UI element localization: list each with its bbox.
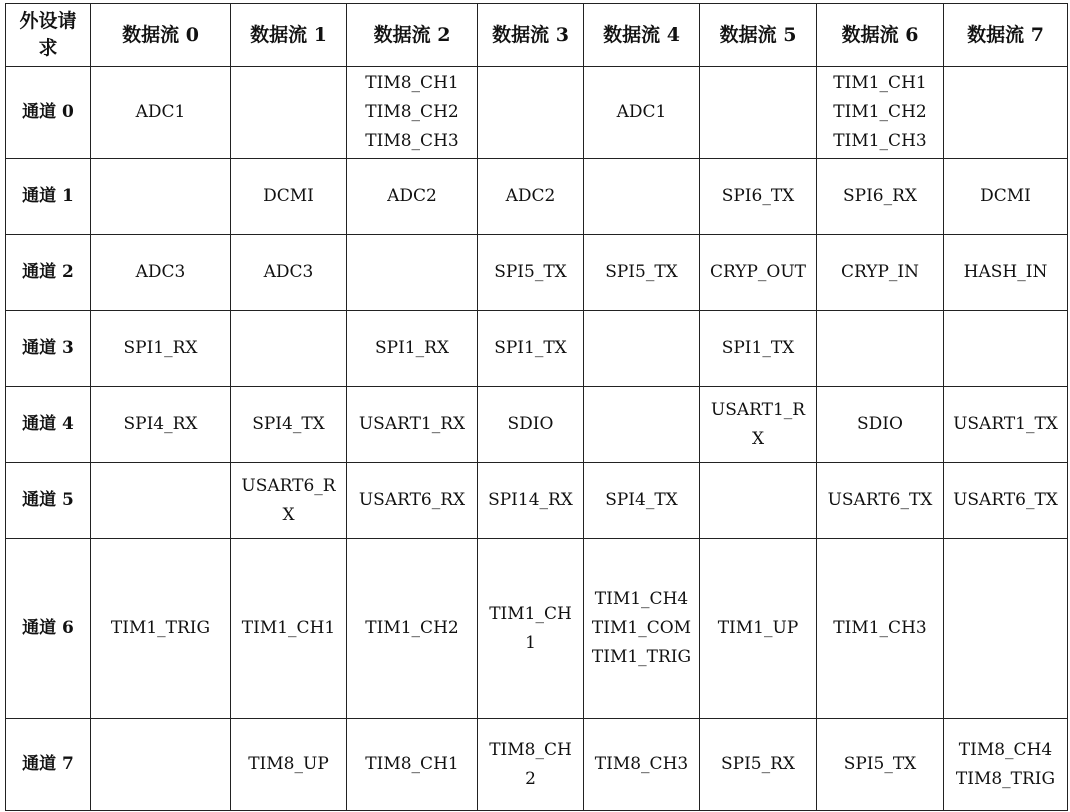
table-row <box>6 67 1068 159</box>
cell-request-text: TIM8_CH3 <box>594 754 689 774</box>
cell-request-text: SPI5_TX <box>494 262 567 282</box>
table-cell <box>817 387 944 463</box>
cell-request-text: SDIO <box>857 414 903 434</box>
table-cell <box>944 311 1068 387</box>
cell-request-text: SPI1_TX <box>721 338 795 358</box>
dma-request-mapping-table <box>5 3 1068 811</box>
cell-request-text: TIM8_TRIG <box>955 768 1056 789</box>
table-cell <box>944 235 1068 311</box>
cell-request-text: SDIO <box>507 414 554 434</box>
table-cell <box>817 159 944 235</box>
table-cell <box>584 235 700 311</box>
row-header-channel-6: 通道 6 <box>6 539 91 719</box>
table-cell <box>478 463 584 539</box>
table-cell <box>231 387 347 463</box>
table-cell <box>347 159 478 235</box>
table-row <box>6 311 1068 387</box>
table-cell <box>347 387 478 463</box>
cell-request-text: ADC3 <box>135 262 186 282</box>
table-cell <box>944 387 1068 463</box>
cell-request-text: USART6_TX <box>953 490 1058 510</box>
table-cell <box>944 67 1068 159</box>
table-cell <box>347 235 478 311</box>
header-row <box>6 4 1068 67</box>
table-row <box>6 387 1068 463</box>
table-cell <box>700 719 817 811</box>
column-header-stream-6: 数据流 6 <box>817 4 944 67</box>
cell-request-text: TIM1_UP <box>717 618 799 638</box>
table-cell <box>347 719 478 811</box>
table-cell <box>231 539 347 719</box>
cell-request-text: DCMI <box>980 186 1031 206</box>
column-header-stream-2: 数据流 2 <box>347 4 478 67</box>
table-cell <box>817 539 944 719</box>
cell-request-text: TIM8_CH1 <box>365 754 459 774</box>
table-cell <box>478 539 584 719</box>
cell-request-text: SPI4_TX <box>252 414 325 434</box>
cell-request-text: ADC1 <box>616 102 667 122</box>
row-header-channel-5: 通道 5 <box>6 463 91 539</box>
table-cell <box>231 159 347 235</box>
table-cell <box>944 539 1068 719</box>
table-cell <box>817 463 944 539</box>
table-cell <box>584 159 700 235</box>
table-cell <box>478 719 584 811</box>
column-header-stream-4: 数据流 4 <box>584 4 700 67</box>
table-cell <box>231 235 347 311</box>
cell-request-text: TIM1_CH2 <box>365 618 459 638</box>
cell-request-text: TIM8_CH4 <box>958 739 1053 760</box>
cell-request-text: TIM1_CH1 <box>833 73 927 93</box>
cell-request-text: TIM1_CH3 <box>833 618 927 638</box>
table-cell <box>584 67 700 159</box>
table-cell <box>231 463 347 539</box>
table-cell <box>231 311 347 387</box>
column-header-stream-1: 数据流 1 <box>231 4 347 67</box>
table-cell <box>817 235 944 311</box>
table-cell <box>817 311 944 387</box>
table-cell <box>91 67 231 159</box>
table-cell <box>478 159 584 235</box>
cell-request-text: TIM1_TRIG <box>110 618 211 638</box>
table-cell <box>700 311 817 387</box>
column-header-stream-5: 数据流 5 <box>700 4 817 67</box>
cell-request-text: TIM1_CH3 <box>833 131 927 151</box>
table-cell <box>478 235 584 311</box>
table-cell <box>584 539 700 719</box>
cell-request-text: TIM8_CH2 <box>365 102 459 122</box>
table-cell <box>700 159 817 235</box>
cell-request-text: USART6_RX <box>241 475 336 525</box>
table-cell <box>347 311 478 387</box>
table-row <box>6 235 1068 311</box>
cell-request-text: ADC2 <box>505 186 556 206</box>
table-cell <box>584 311 700 387</box>
row-header-channel-4: 通道 4 <box>6 387 91 463</box>
table-cell <box>347 463 478 539</box>
table-row <box>6 539 1068 719</box>
table-cell <box>478 311 584 387</box>
table-cell <box>700 387 817 463</box>
table-cell <box>478 67 584 159</box>
cell-request-text: USART6_TX <box>827 490 933 510</box>
cell-request-text: USART6_RX <box>358 490 466 510</box>
cell-request-text: TIM8_UP <box>248 754 329 774</box>
cell-request-text: ADC2 <box>387 186 437 206</box>
cell-request-text: SPI14_RX <box>488 490 573 510</box>
cell-request-text: TIM8_CH1 <box>365 73 459 93</box>
cell-request-text: ADC3 <box>263 262 314 282</box>
cell-request-text: SPI6_TX <box>721 186 795 206</box>
table-cell <box>231 719 347 811</box>
table-cell <box>700 67 817 159</box>
cell-request-text: SPI5_TX <box>843 754 917 774</box>
table-cell <box>91 719 231 811</box>
cell-request-text: CRYP_IN <box>840 262 920 282</box>
cell-request-text: SPI1_RX <box>374 338 450 358</box>
cell-request-text: TIM1_TRIG <box>591 647 692 667</box>
cell-request-text: TIM1_COM <box>591 618 692 638</box>
cell-request-text: CRYP_OUT <box>709 262 807 282</box>
table-cell <box>584 719 700 811</box>
table-cell <box>91 235 231 311</box>
cell-request-text: USART1_TX <box>953 414 1058 434</box>
table-cell <box>478 387 584 463</box>
cell-request-text: SPI4_RX <box>123 414 198 434</box>
cell-request-text: TIM1_CH4 <box>594 589 689 609</box>
row-header-channel-1: 通道 1 <box>6 159 91 235</box>
table-cell <box>231 67 347 159</box>
cell-request-text: SPI6_RX <box>842 186 918 206</box>
table-row <box>6 159 1068 235</box>
cell-request-text: USART1_RX <box>358 414 466 434</box>
cell-request-text: SPI5_RX <box>720 754 796 774</box>
table-cell <box>91 159 231 235</box>
cell-request-text: USART1_RX <box>710 399 806 449</box>
cell-request-text: SPI5_TX <box>605 262 678 282</box>
table-cell <box>700 463 817 539</box>
table-cell <box>944 159 1068 235</box>
cell-request-text: TIM1_CH1 <box>489 603 572 653</box>
cell-request-text: TIM1_CH1 <box>241 618 336 638</box>
table-row <box>6 719 1068 811</box>
table-cell <box>700 539 817 719</box>
corner-header: 外设请求 <box>6 4 91 67</box>
row-header-channel-3: 通道 3 <box>6 311 91 387</box>
cell-request-text: TIM8_CH3 <box>365 131 459 151</box>
column-header-stream-0: 数据流 0 <box>91 4 231 67</box>
table-cell <box>944 463 1068 539</box>
cell-request-text: SPI4_TX <box>605 490 678 510</box>
table-cell <box>817 67 944 159</box>
table-row <box>6 463 1068 539</box>
column-header-stream-7: 数据流 7 <box>944 4 1068 67</box>
table-cell <box>347 67 478 159</box>
table-cell <box>91 311 231 387</box>
cell-request-text: DCMI <box>263 186 314 206</box>
cell-request-text: HASH_IN <box>963 262 1048 282</box>
table-cell <box>584 387 700 463</box>
cell-request-text: TIM1_CH2 <box>833 102 927 122</box>
cell-request-text: SPI1_RX <box>123 338 198 358</box>
row-header-channel-2: 通道 2 <box>6 235 91 311</box>
row-header-channel-7: 通道 7 <box>6 719 91 811</box>
table-cell <box>91 463 231 539</box>
table-cell <box>700 235 817 311</box>
table-cell <box>91 539 231 719</box>
cell-request-text: SPI1_TX <box>494 338 567 358</box>
table-cell <box>347 539 478 719</box>
row-header-channel-0: 通道 0 <box>6 67 91 159</box>
column-header-stream-3: 数据流 3 <box>478 4 584 67</box>
table-cell <box>944 719 1068 811</box>
cell-request-text: ADC1 <box>135 102 186 122</box>
table-cell <box>817 719 944 811</box>
cell-request-text: TIM8_CH2 <box>489 739 572 789</box>
table-cell <box>584 463 700 539</box>
table-cell <box>91 387 231 463</box>
